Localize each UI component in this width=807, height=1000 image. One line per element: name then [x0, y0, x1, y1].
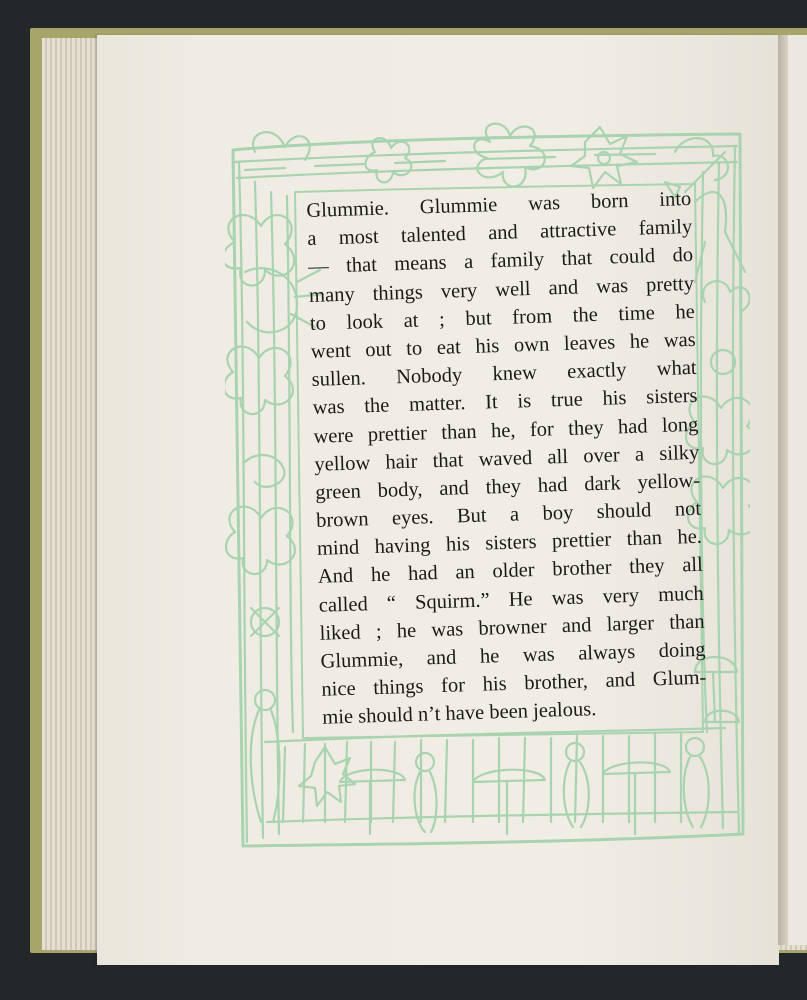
text-line: was the matter. It is true his sisters	[312, 385, 698, 420]
facing-page	[786, 35, 807, 945]
text-line: were prettier than he, for they had long	[313, 413, 699, 448]
text-line: many things very well and was pretty	[308, 272, 695, 307]
text-line: Glummie, and he was always doing	[320, 638, 706, 673]
text-line: — that means a family that could do	[307, 244, 694, 279]
story-text	[306, 185, 708, 732]
top-flowers-icon	[253, 124, 728, 188]
text-line: went out to eat his own leaves he was	[310, 328, 697, 363]
text-line: to look at ; but from the time he	[309, 300, 696, 335]
text-line: yellow hair that waved all over a silky	[314, 441, 700, 476]
text-line: liked ; he was browner and larger than	[319, 610, 705, 645]
text-line: sullen. Nobody knew exactly what	[311, 356, 697, 392]
book-gutter	[778, 35, 788, 945]
text-line: Glummie. Glummie was born into	[306, 187, 692, 222]
text-line: green body, and they had dark yellow-	[314, 469, 701, 504]
text-line: And he had an older brother they all	[317, 554, 704, 589]
text-line: called “ Squirm.” He was very much	[318, 582, 704, 617]
text-line: mind having his sisters prettier than he.	[316, 525, 703, 561]
text-line: mie should n’t have been jealous.	[322, 698, 597, 730]
text-line: brown eyes. But a boy should not	[315, 497, 702, 532]
text-line: a most talented and attractive family	[306, 216, 693, 251]
text-line: nice things for his brother, and Glum-	[321, 666, 707, 701]
